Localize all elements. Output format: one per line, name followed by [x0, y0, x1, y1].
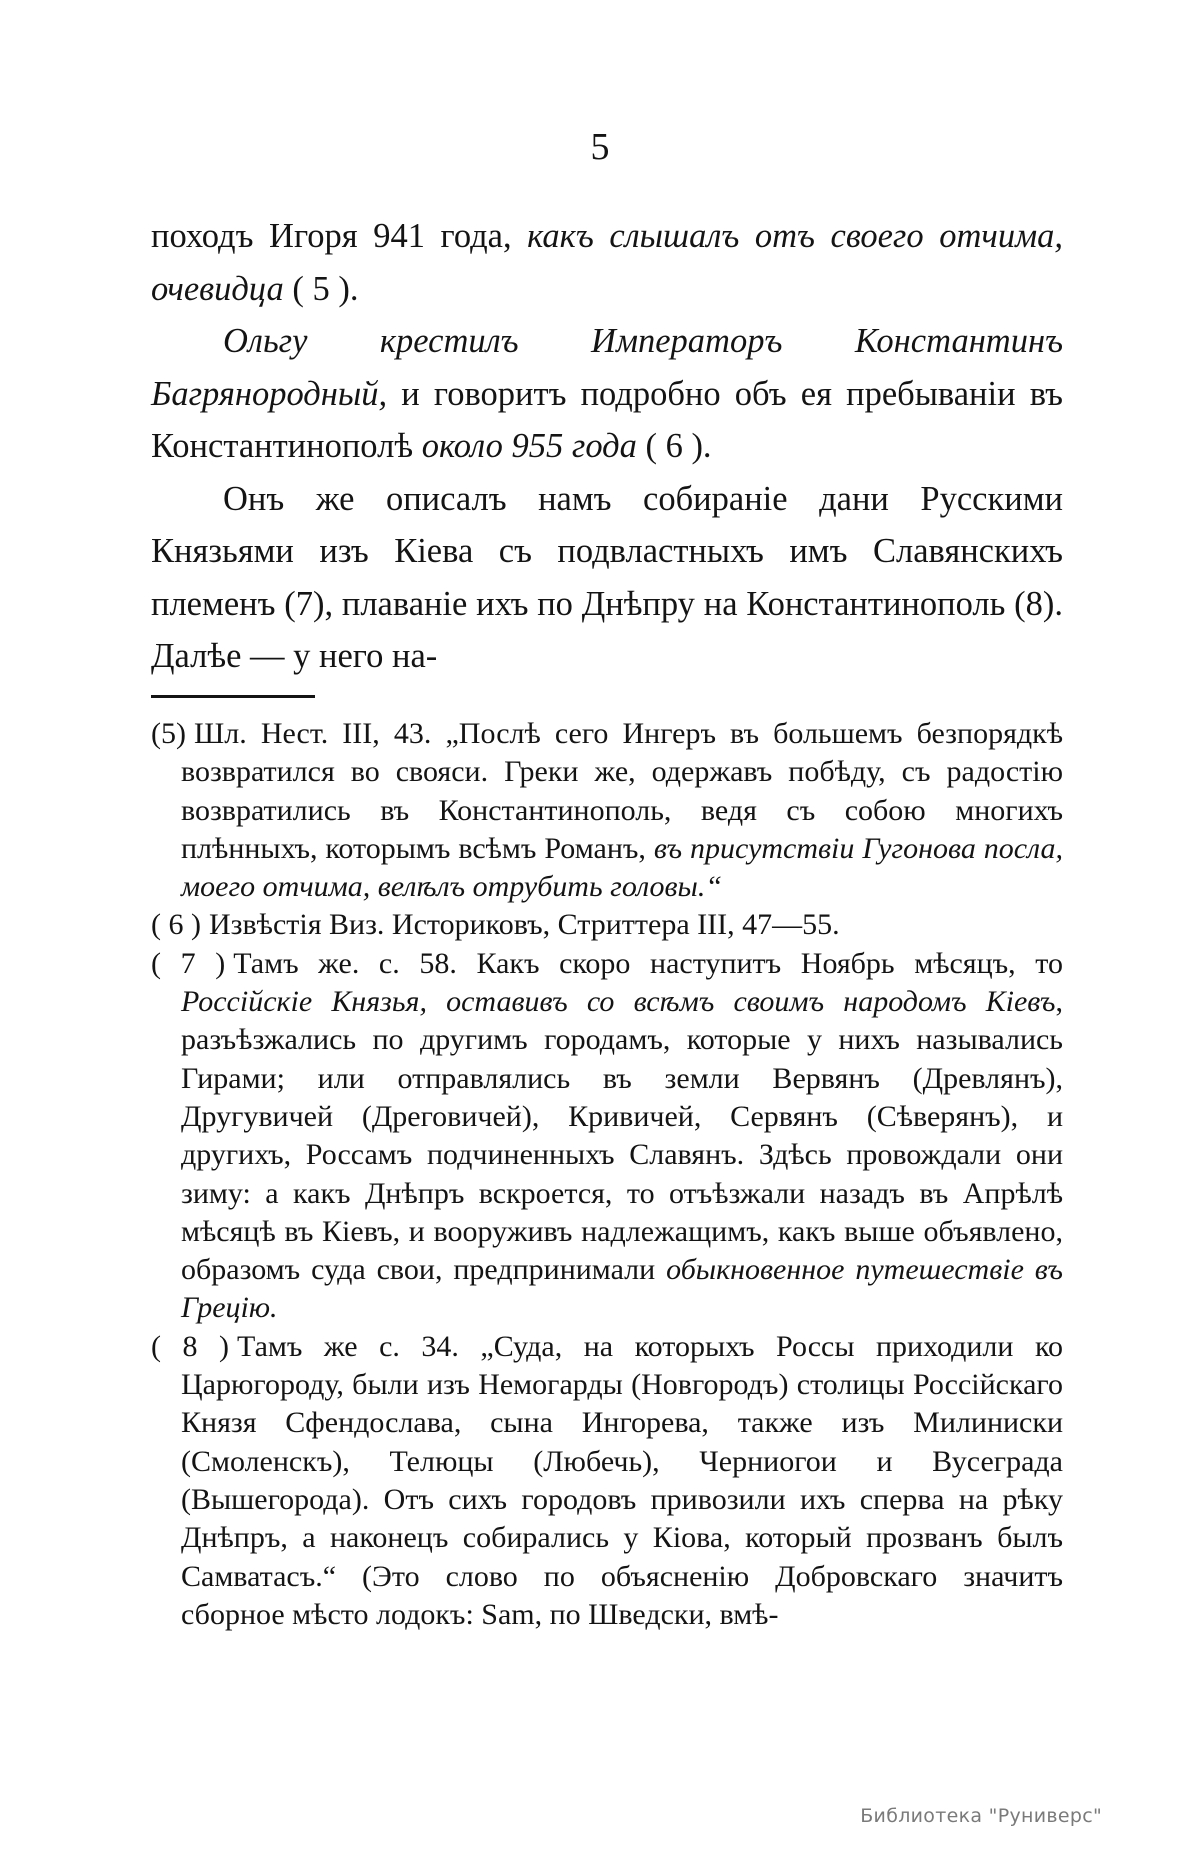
main-p1-ref: ( 5 ). [283, 269, 359, 308]
footnote-7 [151, 945, 1063, 1328]
main-p2-italic-date: около 955 года [421, 427, 637, 465]
footnote-5-marker: (5) [151, 717, 186, 750]
footnotes [151, 715, 1063, 1634]
footnote-8-text: Тамъ же с. 34. „Суда, на которыхъ Россы приходили ко Царюгороду, были изъ Немогарды (Новгородъ) столицы Россійскаго Князя Сфендослава, сына Ингорева, также изъ Милиниски (Смоленскъ), Телюцы (Любечь), Черниогои и Вусеграда (Вышегорода). Отъ сихъ городовъ привозили ихъ сперва на рѣку Днѣпръ, а наконецъ собирались у Кіова, который прозванъ былъ Самватасъ.“ (Это слово по объясненію Добровскаго значитъ сборное мѣсто лодокъ: Sam, по Шведски, вмѣ- [181, 1329, 1064, 1631]
footnote-7-italic-2: обыкновенное путешествіе въ Грецію. [181, 1253, 1063, 1325]
page-number: 5 [590, 126, 610, 168]
library-watermark: Библиотека "Руниверс" [860, 1805, 1102, 1827]
main-paragraph-1 [151, 210, 1063, 315]
footnote-8 [151, 1328, 1063, 1634]
main-p1-italic: какъ слышалъ отъ своего отчима, очевидца [151, 217, 1063, 308]
main-p2-ref: ( 6 ). [636, 427, 712, 465]
main-p1-text: походъ Игоря 941 года, [151, 217, 528, 255]
main-text [151, 210, 1063, 683]
footnote-6 [151, 906, 1063, 944]
footnote-7-marker: ( 7 ) [151, 946, 226, 980]
footnote-7-text: Тамъ же. с. 58. Какъ скоро наступитъ Ноябрь мѣсяцъ, то [233, 946, 1063, 980]
main-paragraph-3 [151, 473, 1063, 683]
footnote-5-italic: въ присутствіи Гугонова посла, моего отчима, велѣлъ отрубить головы.“ [181, 831, 1064, 904]
footnote-5 [151, 715, 1063, 906]
footnote-7-text-2: , разъѣзжались по другимъ городамъ, которые у нихъ назывались Гирами; или отправлялись въ земли Вервянъ (Древлянъ), Другувичей (Дреговичей), Кривичей, Сервянъ (Сѣверянъ), и другихъ, Россамъ подчиненныхъ Славянъ. Здѣсь провождали они зиму: а какъ Днѣпръ вскроется, то отъѣзжали назадъ въ Апрѣлѣ мѣсяцѣ въ Кіевъ, и вооруживъ надлежащимъ, какъ выше объявлено, образомъ суда свои, предпринимали [181, 985, 1063, 1287]
main-p3-text: Онъ же описалъ намъ собираніе дани Русскими Князьями изъ Кіева съ подвластныхъ имъ Славянскихъ племенъ (7), плаваніе ихъ по Днѣпру на Константинополь (8). Далѣе — у него на- [151, 479, 1063, 675]
footnote-divider [151, 695, 315, 698]
main-paragraph-2 [151, 315, 1063, 473]
footnote-7-italic: Россійскіе Князья, оставивъ со всѣмъ своимъ народомъ Кіевъ [181, 985, 1056, 1019]
footnote-5-text: Шл. Нест. III, 43. „Послѣ сего Ингеръ въ большемъ безпорядкѣ возвратился во свояси. Греки же, одержавъ побѣду, съ радостію возвратились въ Константинополь, ведя съ собою многихъ плѣнныхъ, которымъ всѣмъ Романъ, [181, 717, 1063, 865]
main-p2-text: и говоритъ подробно объ ея пребываніи въ Константинополѣ [151, 374, 1063, 465]
footnote-6-marker: ( 6 ) [151, 908, 201, 942]
main-p2-italic: Ольгу крестилъ Императоръ Константинъ Багрянородный, [151, 322, 1063, 413]
footnote-8-marker: ( 8 ) [151, 1329, 230, 1363]
footnote-6-text: Извѣстія Виз. Историковъ, Стриттера III, 47—55. [208, 908, 840, 942]
